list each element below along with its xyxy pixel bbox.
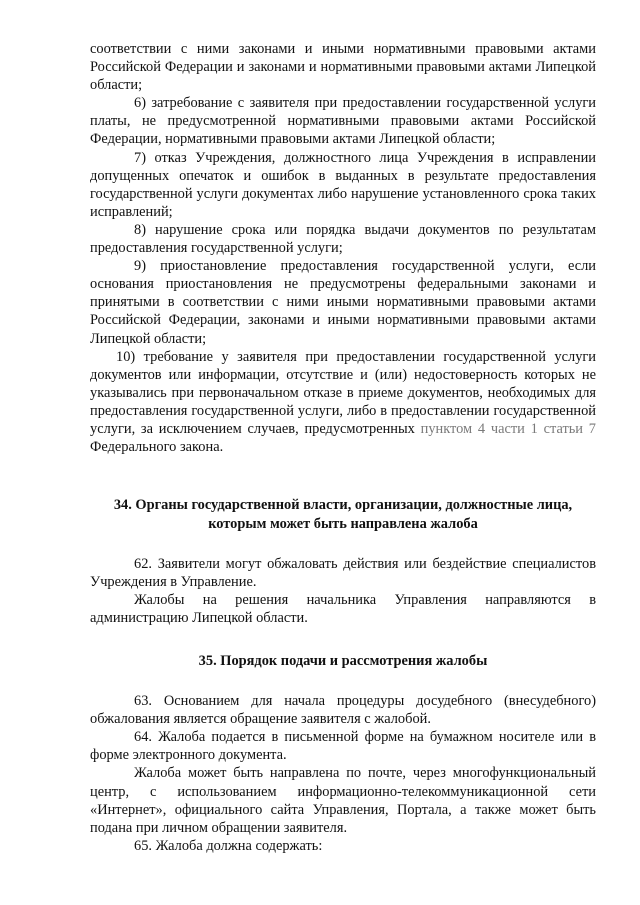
list-item-10 (90, 348, 596, 457)
list-item-10-faded-reference: пунктом 4 части 1 статьи 7 (420, 420, 596, 437)
paragraph-64: 64. Жалоба подается в письменной форме на бумажном носителе или в форме электронного документа. (90, 729, 596, 764)
list-item-10-tail-b: Федерального закона. (90, 439, 224, 456)
paragraph-continuation: соответствии с ними законами и иными нормативными правовыми актами Российской Федерации и законами и нормативными правовыми актами Липецкой области; (90, 41, 596, 94)
list-item-9: 9) приостановление предоставления государственной услуги, если основания приостановления не предусмотрены федеральными законами и принятыми в соответствии с ними иными нормативными правовыми актами Российской Федерации, законами и иными нормативными правовыми актами Липецкой области; (90, 258, 596, 347)
document-page (90, 40, 596, 855)
paragraph-64-b: Жалоба может быть направлена по почте, через многофункциональный центр, с использованием информационно-телекоммуникационной сети «Интернет», официального сайта Управления, Портала, а также может быть подана при личном обращении заявителя. (90, 765, 596, 836)
list-item-7: 7) отказ Учреждения, должностного лица Учреждения в исправлении допущенных опечаток и ошибок в выданных в результате предоставления государственной услуги документах либо нарушение установленного срока таких исправлений; (90, 149, 596, 220)
paragraph-62-b: Жалобы на решения начальника Управления направляются в администрацию Липецкой области. (90, 592, 596, 627)
list-item-6: 6) затребование с заявителя при предоставлении государственной услуги платы, не предусмотренной нормативными правовыми актами Российской Федерации, нормативными правовыми актами Липецкой области; (90, 95, 596, 148)
paragraph-62: 62. Заявители могут обжаловать действия или бездействие специалистов Учреждения в Управление. (90, 556, 596, 591)
section-34-heading: 34. Органы государственной власти, организации, должностные лица, которым может быть направлена жалоба (113, 497, 573, 532)
list-item-10-tail-a: предусмотренных (304, 420, 421, 437)
section-35-heading: 35. Порядок подачи и рассмотрения жалобы (198, 652, 488, 669)
paragraph-63: 63. Основанием для начала процедуры досудебного (внесудебного) обжалования является обращение заявителя с жалобой. (90, 693, 596, 728)
list-item-8: 8) нарушение срока или порядка выдачи документов по результатам предоставления государственной услуги; (90, 221, 596, 257)
list-item-10-text: 10) требование у заявителя при предоставлении государственной услуги документов или информации, отсутствие и (или) недостоверность которых не указывались при первоначальном отказе в приеме документов, необходимых для предоставления государственной услуги, либо в предоставлении государственной услуги, за исключением случаев, (90, 348, 596, 437)
paragraph-65: 65. Жалоба должна содержать: (134, 837, 323, 854)
